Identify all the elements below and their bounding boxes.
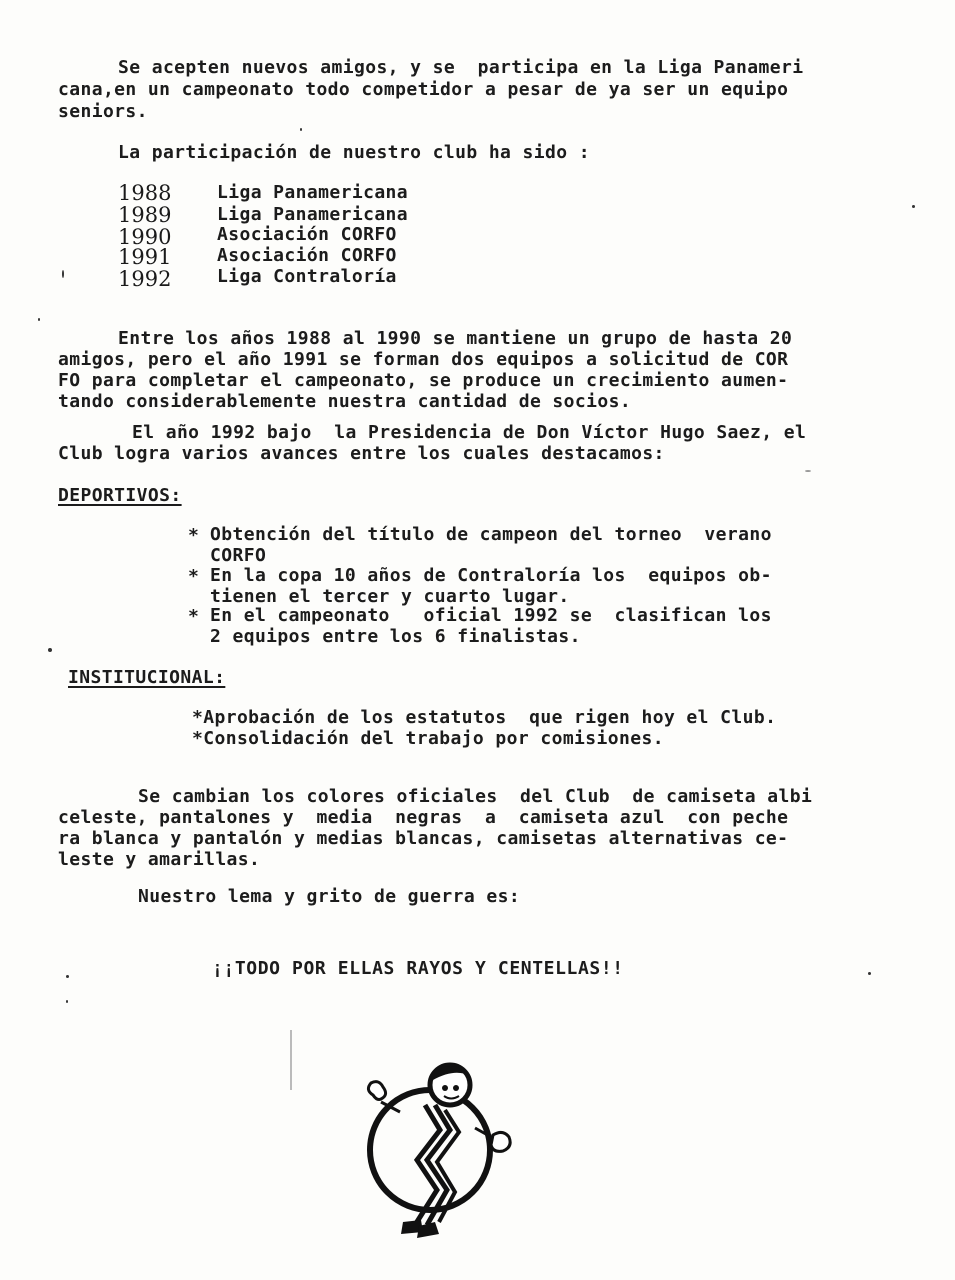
deportivos-item-2-line-1: En la copa 10 años de Contraloría los equipos ob- (210, 565, 772, 586)
participation-league: Liga Panamericana (217, 182, 409, 203)
intro-line-2: cana,en un campeonato todo competidor a pesar de ya ser un equipo (58, 79, 789, 100)
intro-line-3: seniors. (58, 101, 148, 122)
participation-league: Asociación CORFO (217, 224, 397, 245)
colors-line-1: Se cambian los colores oficiales del Club de camiseta albi (138, 786, 813, 807)
scan-speck (912, 205, 915, 208)
presidency-line-1: El año 1992 bajo la Presidencia de Don Víctor Hugo Saez, el (132, 422, 807, 443)
scan-speck (300, 128, 302, 131)
participation-year: 1990 (118, 225, 172, 249)
participation-year: 1988 (118, 181, 172, 205)
deportivos-item-1-line-2: CORFO (210, 545, 267, 566)
participation-year: 1989 (118, 203, 172, 227)
growth-line-2: amigos, pero el año 1991 se forman dos equipos a solicitud de COR (58, 349, 789, 370)
scan-speck (290, 1030, 292, 1090)
institucional-item-1: *Aprobación de los estatutos que rigen hoy el Club. (192, 707, 777, 728)
colors-line-2: celeste, pantalones y media negras a camiseta azul con peche (58, 807, 789, 828)
intro-line-1: Se acepten nuevos amigos, y se participa en la Liga Panameri (118, 57, 804, 78)
deportivos-item-3-line-2: 2 equipos entre los 6 finalistas. (210, 626, 581, 647)
presidency-line-2: Club logra varios avances entre los cuales destacamos: (58, 443, 665, 464)
scan-speck (805, 470, 811, 472)
deportivos-item-3-line-1: En el campeonato oficial 1992 se clasifican los (210, 605, 772, 626)
motto-text: ¡¡TODO POR ELLAS RAYOS Y CENTELLAS!! (212, 958, 624, 979)
institucional-item-2: *Consolidación del trabajo por comisiones. (192, 728, 664, 749)
scan-speck (868, 972, 871, 975)
participation-year: 1992 (118, 267, 172, 291)
scan-speck (66, 975, 69, 978)
deportivos-item-2-line-2: tienen el tercer y cuarto lugar. (210, 586, 570, 607)
participation-league: Liga Contraloría (217, 266, 397, 287)
participation-heading: La participación de nuestro club ha sido : (118, 142, 590, 163)
growth-line-3: FO para completar el campeonato, se produce un crecimiento aumen- (58, 370, 789, 391)
bullet-marker: * (188, 606, 200, 627)
growth-line-4: tando considerablemente nuestra cantidad de socios. (58, 391, 632, 412)
club-mascot-logo (355, 1050, 535, 1245)
scan-speck (48, 648, 52, 652)
bullet-marker: * (188, 525, 200, 546)
institucional-heading: INSTITUCIONAL: (68, 667, 226, 688)
deportivos-item-1-line-1: Obtención del título de campeon del torneo verano (210, 524, 772, 545)
scan-speck (62, 270, 64, 278)
colors-line-3: ra blanca y pantalón y medias blancas, camisetas alternativas ce- (58, 828, 789, 849)
participation-league: Liga Panamericana (217, 204, 409, 225)
scan-speck (66, 1000, 68, 1003)
growth-line-1: Entre los años 1988 al 1990 se mantiene un grupo de hasta 20 (118, 328, 793, 349)
colors-line-4: leste y amarillas. (58, 849, 261, 870)
participation-year: 1991 (118, 245, 172, 269)
participation-league: Asociación CORFO (217, 245, 397, 266)
deportivos-heading: DEPORTIVOS: (58, 485, 182, 506)
scan-speck (38, 318, 40, 321)
motto-intro: Nuestro lema y grito de guerra es: (138, 886, 521, 907)
bullet-marker: * (188, 566, 200, 587)
